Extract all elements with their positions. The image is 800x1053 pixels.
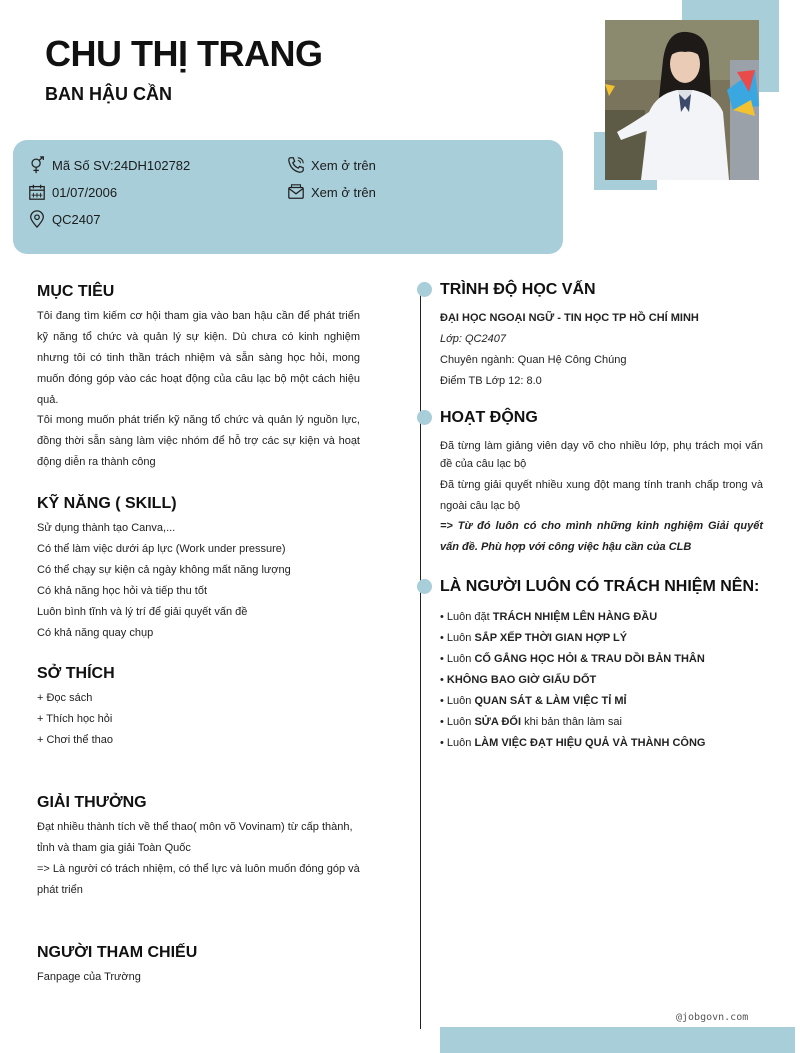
education-gpa: Điểm TB Lớp 12: 8.0 <box>440 375 542 387</box>
education-school: ĐẠI HỌC NGOẠI NGỮ - TIN HỌC TP HỒ CHÍ MINH <box>440 312 699 324</box>
location-text: QC2407 <box>52 211 101 227</box>
education-details <box>440 308 765 392</box>
candidate-role: BAN HẬU CẦN <box>45 84 172 104</box>
student-id-row <box>28 156 190 174</box>
phone-row <box>287 156 376 174</box>
references-text: Fanpage của Trường <box>37 971 141 983</box>
email-row <box>287 183 376 201</box>
birth-date-row <box>28 183 117 201</box>
skill-item: Luôn bình tĩnh và lý trí để giải quyết vấn đề <box>37 606 248 618</box>
objective-title: MỤC TIÊU <box>37 283 115 300</box>
phone-text: Xem ở trên <box>311 157 376 173</box>
activities-paragraph-2: Đã từng giải quyết nhiều xung đột mang tính tranh chấp trong và ngoài câu lạc bộ <box>440 479 763 512</box>
profile-photo <box>605 20 759 180</box>
responsibility-item: • KHÔNG BAO GIỜ GIẤU DỐT <box>440 674 597 686</box>
location-pin-icon <box>28 210 46 228</box>
education-major: Chuyên ngành: Quan Hệ Công Chúng <box>440 354 627 366</box>
references-title: NGƯỜI THAM CHIẾU <box>37 944 198 961</box>
hobbies-title: SỞ THÍCH <box>37 665 115 682</box>
skills-title: KỸ NĂNG ( SKILL) <box>37 495 177 512</box>
email-text: Xem ở trên <box>311 184 376 200</box>
activities-title: HOẠT ĐỘNG <box>440 409 538 426</box>
awards-paragraph-1: Đạt nhiều thành tích về thể thao( môn võ Vovinam) từ cấp thành, tỉnh và tham gia giải Toàn Quốc <box>37 821 353 854</box>
hobby-item: + Đọc sách <box>37 692 93 704</box>
skill-item: Có thể chạy sự kiện cả ngày không mất năng lượng <box>37 564 291 576</box>
responsibility-list <box>440 607 770 754</box>
envelope-icon <box>287 183 305 201</box>
student-id-text: Mã Số SV:24DH102782 <box>52 157 191 173</box>
calendar-icon <box>28 183 46 201</box>
hobby-item: + Chơi thể thao <box>37 734 114 746</box>
skill-item: Có khả năng học hỏi và tiếp thu tốt <box>37 585 208 597</box>
gender-icon <box>28 156 46 174</box>
responsibility-item: • Luôn CỐ GẮNG HỌC HỎI & TRAU DỒI BẢN THÂN <box>440 653 705 665</box>
responsibility-title: LÀ NGƯỜI LUÔN CÓ TRÁCH NHIỆM NÊN: <box>440 578 760 595</box>
education-class: Lớp: QC2407 <box>440 333 506 345</box>
skill-item: Sử dụng thành tạo Canva,... <box>37 522 176 534</box>
timeline-dot-activities <box>417 410 432 425</box>
awards-paragraph-2: => Là người có trách nhiệm, có thể lực và luôn muốn đóng góp và phát triển <box>37 863 360 896</box>
timeline-line <box>420 290 421 1029</box>
skill-item: Có khả năng quay chụp <box>37 627 154 639</box>
education-title: TRÌNH ĐỘ HỌC VẤN <box>440 281 596 298</box>
skill-item: Có thể làm việc dưới áp lực (Work under pressure) <box>37 543 286 555</box>
objective-paragraph-2: Tôi mong muốn phát triển kỹ năng tổ chức và quản lý nguồn lực, đồng thời sẵn sàng làm việc nhóm để hỗ trợ các sự kiện và hoạt động diễn ra thành công <box>37 414 360 468</box>
decor-block-bottom <box>440 1027 795 1053</box>
birth-date-text: 01/07/2006 <box>52 184 118 200</box>
hobby-item: + Thích học hỏi <box>37 713 113 725</box>
activities-paragraph-1: Đã từng làm giảng viên dạy võ cho nhiều lớp, phụ trách mọi vấn đề của câu lạc bộ <box>440 440 763 470</box>
awards-title: GIẢI THƯỞNG <box>37 794 147 811</box>
responsibility-item: • Luôn đặt TRÁCH NHIỆM LÊN HÀNG ĐẦU <box>440 611 658 623</box>
skills-list <box>37 518 367 644</box>
timeline-dot-education <box>417 282 432 297</box>
contact-info-panel <box>13 140 563 254</box>
activities-conclusion: => Từ đó luôn có cho mình những kinh nghiệm Giải quyết vấn đề. Phù hợp với công việc hậu cần của CLB <box>440 520 763 553</box>
location-row <box>28 210 100 228</box>
candidate-name: CHU THỊ TRANG <box>45 33 323 74</box>
hobbies-list <box>37 688 367 751</box>
timeline-dot-responsibility <box>417 579 432 594</box>
phone-icon <box>287 156 305 174</box>
objective-paragraph-1: Tôi đang tìm kiếm cơ hội tham gia vào ban hậu cần để phát triển kỹ năng tổ chức và quản lý sự kiện. Dù chưa có kinh nghiệm nhưng tôi có tinh thần trách nhiệm và sẵn sàng học hỏi, mong muốn đóng góp vào các hoạt động của câu lạc bộ một cách hiệu quả. <box>37 310 360 406</box>
responsibility-item: • Luôn QUAN SÁT & LÀM VIỆC TỈ MỈ <box>440 695 627 707</box>
responsibility-item: • Luôn LÀM VIỆC ĐẠT HIỆU QUẢ VÀ THÀNH CÔNG <box>440 737 706 749</box>
responsibility-item: • Luôn SẮP XẾP THỜI GIAN HỢP LÝ <box>440 632 628 644</box>
responsibility-item: • Luôn SỬA ĐỔI khi bản thân làm sai <box>440 716 622 728</box>
watermark: @jobgovn.com <box>676 1012 749 1023</box>
